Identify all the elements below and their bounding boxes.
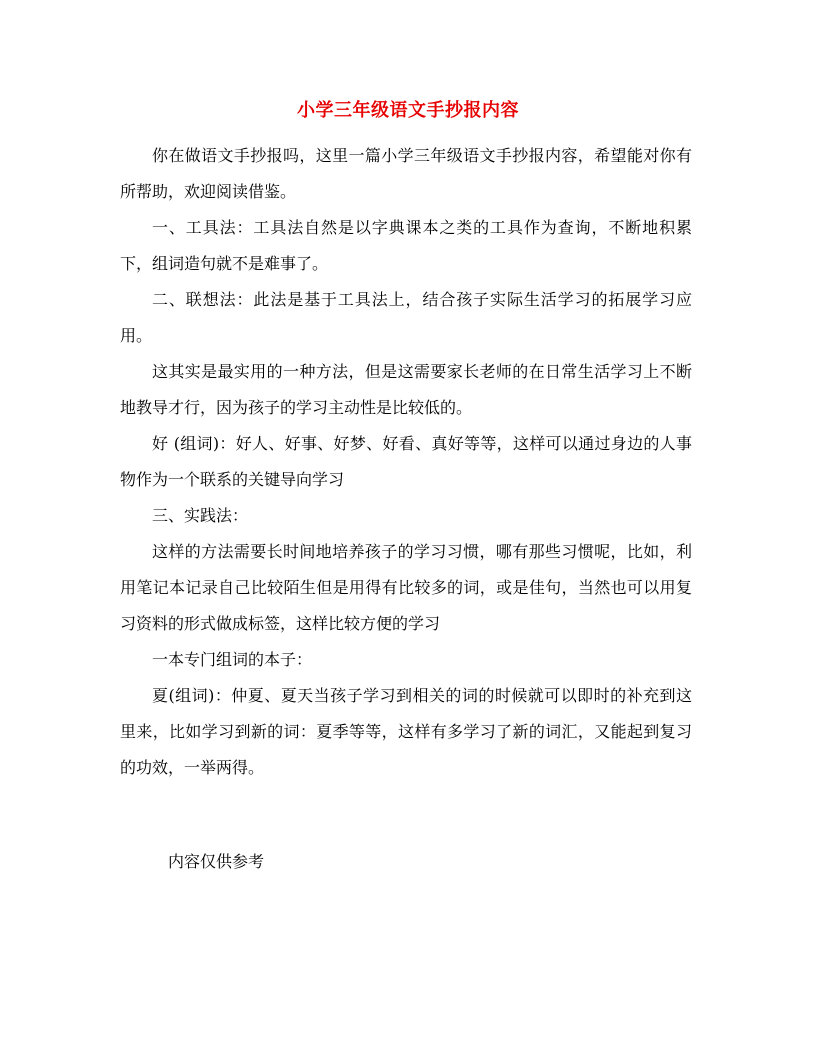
document-title: 小学三年级语文手抄报内容	[297, 100, 519, 121]
paragraph-practical-note: 这其实是最实用的一种方法，但是这需要家长老师的在日常生活学习上不断地教导才行，因为孩子的学习主动性是比较低的。	[120, 362, 692, 417]
footer-note: 内容仅供参考	[168, 852, 265, 871]
paragraph-example-hao: 好 (组词)：好人、好事、好梦、好看、真好等等，这样可以通过身边的人事物作为一个联系的关键导向学习	[120, 434, 692, 489]
paragraph-habit: 这样的方法需要长时间地培养孩子的学习习惯，哪有那些习惯呢，比如，利用笔记本记录自己比较陌生但是用得有比较多的词，或是佳句，当然也可以用复习资料的形式做成标签，这样比较方便的学习	[120, 542, 692, 633]
paragraph-tool-method: 一、工具法：工具法自然是以字典课本之类的工具作为查询，不断地积累下，组词造句就不是难事了。	[120, 218, 692, 273]
paragraph-intro: 你在做语文手抄报吗，这里一篇小学三年级语文手抄报内容，希望能对你有所帮助，欢迎阅读借鉴。	[120, 146, 692, 201]
paragraph-example-xia: 夏(组词)：仲夏、夏天当孩子学习到相关的词的时候就可以即时的补充到这里来，比如学习到新的词：夏季等等，这样有多学习了新的词汇，又能起到复习的功效，一举两得。	[120, 686, 692, 777]
paragraph-practice-method: 三、实践法：	[152, 506, 249, 525]
paragraph-notebook: 一本专门组词的本子：	[152, 650, 313, 669]
document-body	[120, 138, 692, 786]
paragraph-association-method: 二、联想法：此法是基于工具法上，结合孩子实际生活学习的拓展学习应用。	[120, 290, 692, 345]
